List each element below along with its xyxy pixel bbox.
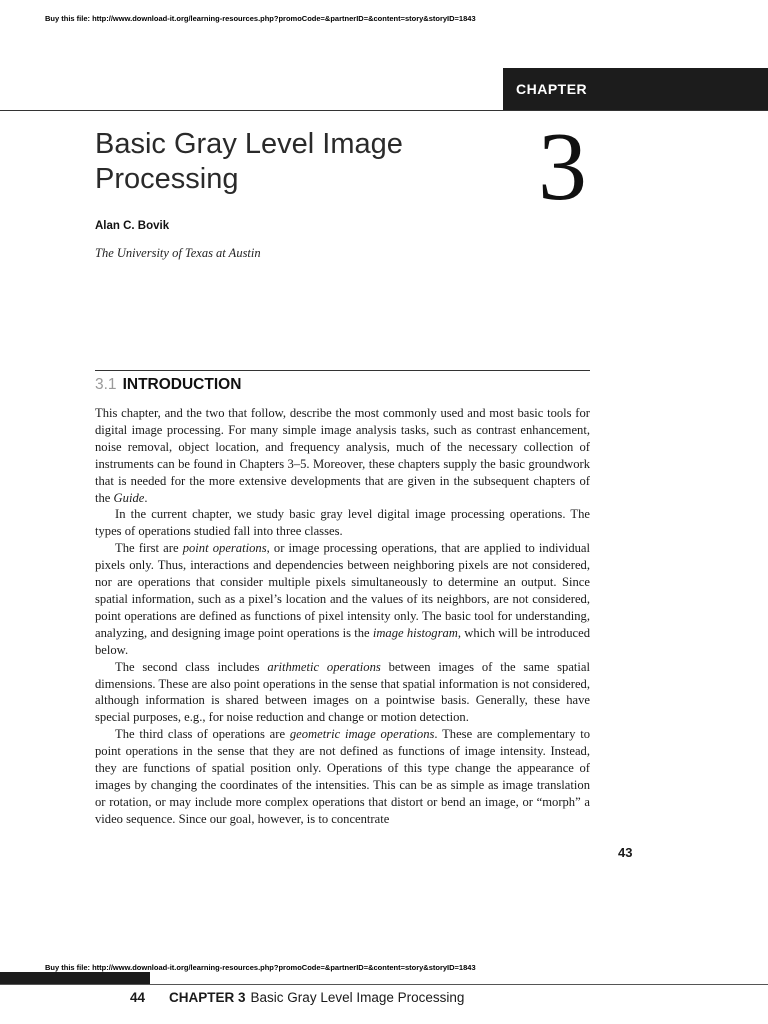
italic-term: arithmetic operations <box>267 659 381 674</box>
footer-chapter-label: CHAPTER 3 <box>169 990 246 1005</box>
footer-bar <box>0 972 150 984</box>
section-title: INTRODUCTION <box>122 376 242 393</box>
body-paragraph <box>95 726 590 827</box>
page-number: 43 <box>618 845 633 860</box>
author-name: Alan C. Bovik <box>95 220 170 232</box>
section-number: 3.1 <box>95 376 117 393</box>
text-run: , or image processing operations, that are applied to individual pixels only. Thus, interactions and dependencies between neighboring pixels are not considered, nor are operations that consider multiple pixels simultaneously to determine an output. Since spatial information, such as a pixel’s location and the values of its neighbors, are not considered, point operations are defined as functions of pixel intensity only. The basic tool for understanding, analyzing, and designing image point operations is the <box>95 541 590 640</box>
text-run: , which will be introduced below. <box>95 625 590 657</box>
footer-rule <box>0 984 768 985</box>
body-paragraph <box>95 506 590 540</box>
buy-file-link-bottom[interactable]: Buy this file: http://www.download-it.org/learning-resources.php?promoCode=&partnerID=&content=story&storyID=1843 <box>45 963 476 972</box>
text-run: . <box>144 490 148 505</box>
header-rule <box>0 110 768 111</box>
italic-term: Guide <box>113 490 145 505</box>
section-rule <box>95 370 590 371</box>
text-run: between images of the same spatial dimensions. These are also point operations in the sense that spatial information is not considered, although information is shared between images on a pointwise basis. Generally, these have special purposes, e.g., for noise reduction and change or motion detection. <box>95 659 590 725</box>
buy-file-link-top[interactable]: Buy this file: http://www.download-it.org/learning-resources.php?promoCode=&partnerID=&content=story&storyID=1843 <box>45 14 476 23</box>
text-run: The first are <box>115 541 183 556</box>
italic-term: image histogram <box>372 625 458 640</box>
chapter-label-tab <box>503 68 768 110</box>
chapter-number: 3 <box>538 113 587 221</box>
running-footer <box>130 990 464 1005</box>
text-run: The third class of operations are <box>115 727 290 742</box>
italic-term: geometric image operations <box>289 727 435 742</box>
text-run: In the current chapter, we study basic gray level digital image processing operations. The types of operations studied fall into three classes. <box>95 507 590 539</box>
footer-page-number: 44 <box>130 990 146 1005</box>
footer-chapter-title: Basic Gray Level Image Processing <box>250 990 465 1005</box>
body-text <box>95 405 590 828</box>
text-run: The second class includes <box>115 659 268 674</box>
body-paragraph <box>95 659 590 727</box>
text-run: . These are complementary to point operations in the sense that they are not defined as functions of image intensity. Instead, they are functions of spatial position only. Operations of this type change the appearance of images by changing the coordinates of the intensities. This can be as simple as image translation or rotation, or may include more complex operations that distort or bend an image, or “morph” a video sequence. Since our goal, however, is to concentrate <box>95 727 590 826</box>
author-affiliation: The University of Texas at Austin <box>95 246 261 260</box>
chapter-label: CHAPTER <box>516 81 588 97</box>
text-run: This chapter, and the two that follow, describe the most commonly used and most basic tools for digital image processing. For many simple image analysis tasks, such as contrast enhancement, noise removal, object location, and frequency analysis, much of the necessary collection of instruments can be found in Chapters 3–5. Moreover, these chapters supply the basic groundwork that is needed for the more extensive developments that are given in the subsequent chapters of the <box>95 406 590 505</box>
chapter-title: Basic Gray Level Image Processing <box>95 128 403 195</box>
section-heading <box>95 376 241 394</box>
italic-term: point operations <box>182 541 267 556</box>
body-paragraph <box>95 405 590 506</box>
body-paragraph <box>95 540 590 658</box>
